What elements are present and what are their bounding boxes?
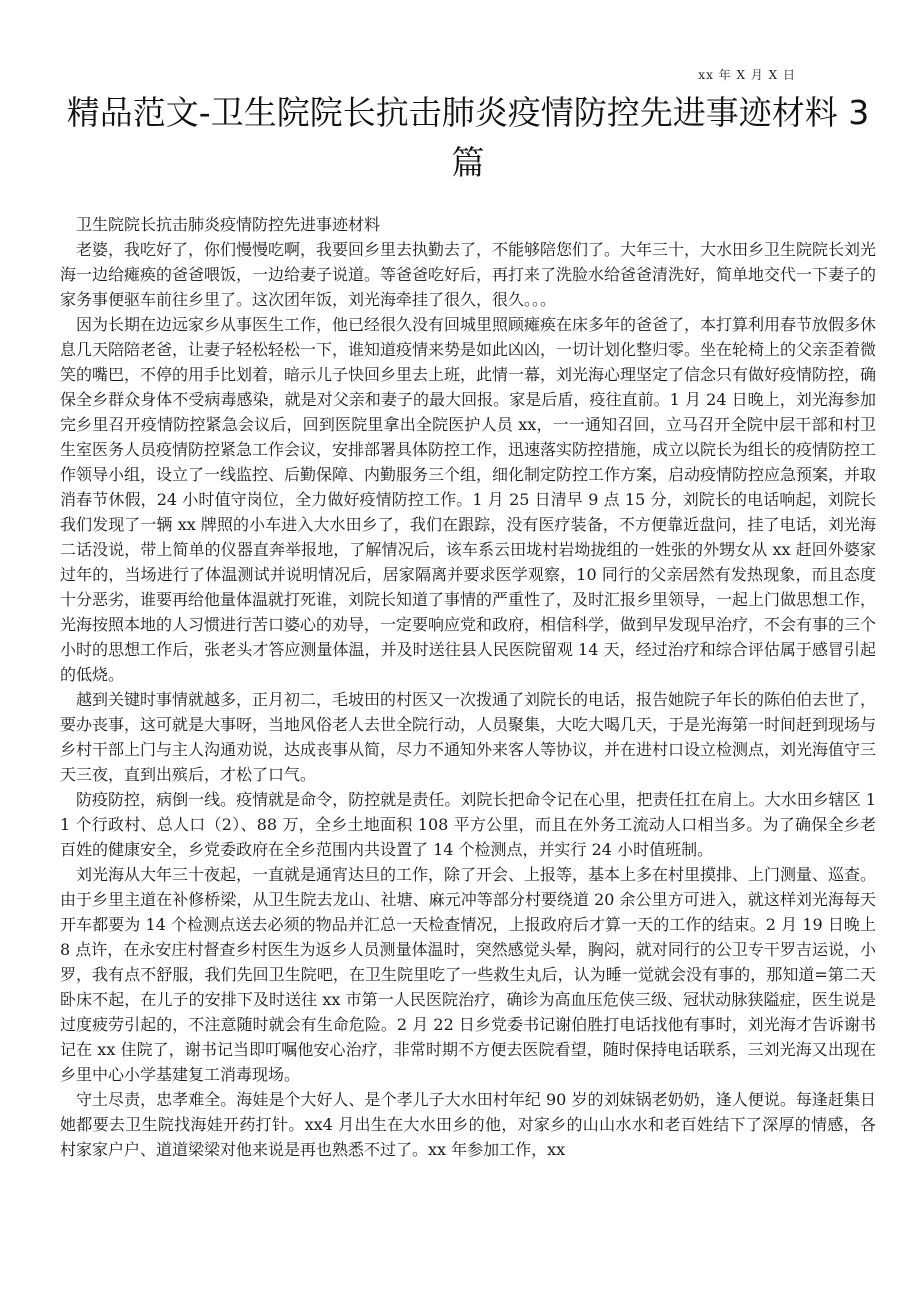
paragraph: 老婆，我吃好了，你们慢慢吃啊，我要回乡里去执勤去了，不能够陪您们了。大年三十，大水田乡卫生院院长刘光海一边给瘫痪的爸爸喂饭，一边给妻子说道。等爸爸吃好后，再打来了洗脸水给爸爸清洗好，简单地交代一下妻子的家务事便驱车前往乡里了。这次团年饭，刘光海牵挂了很久，很久。。。 [60, 240, 877, 309]
document-date: xx 年 X 月 X 日 [698, 68, 796, 82]
document-body [60, 237, 876, 1162]
document-subtitle: 卫生院院长抗击肺炎疫情防控先进事迹材料 [76, 215, 381, 234]
paragraph: 刘光海从大年三十夜起，一直就是通宵达旦的工作，除了开会、上报等，基本上多在村里摸排、上门测量、巡查。由于乡里主道在补修桥梁，从卫生院去龙山、社塘、麻元冲等部分村要绕道 20 余公里方可进入，就这样刘光海每天开车都要为 14 个检测点送去必须的物品并汇总一天检查情况，上报政府后才算一天的工作的结束。2 月 19 日晚上 8 点许，在永安庄村督查乡村医生为返乡人员测量体温时，突然感觉头晕，胸闷，就对同行的公卫专干罗吉运说，小罗，我有点不舒服，我们先回卫生院吧，在卫生院里吃了一些救生丸后，认为睡一觉就会没有事的，那知道=第二天卧床不起，在儿子的安排下及时送往 xx 市第一人民医院治疗，确诊为高血压危侠三级、冠状动脉狭隘症，医生说是过度疲劳引起的，不注意随时就会有生命危险。2 月 22 日乡党委书记谢伯胜打电话找他有事时，刘光海才告诉谢书记在 xx 住院了，谢书记当即叮嘱他安心治疗，非常时期不方便去医院看望，随时保持电话联系，三刘光海又出现在乡里中心小学基建复工消毒现场。 [60, 865, 877, 1084]
document-title: 精品范文-卫生院院长抗击肺炎疫情防控先进事迹材料 3 篇 [66, 93, 870, 182]
paragraph: 守土尽责，忠孝难全。海娃是个大好人、是个孝儿子大水田村年纪 90 岁的刘妹锅老奶奶，逢人便说。每逢赶集日她都要去卫生院找海娃开药打针。xx4 月出生在大水田乡的他，对家乡的山山水水和老百姓结下了深厚的情感，各村家家户户、道道梁梁对他来说是再也熟悉不过了。xx 年参加工作，xx [60, 1090, 876, 1159]
paragraph: 防疫防控，病倒一线。疫情就是命令，防控就是责任。刘院长把命令记在心里，把责任扛在肩上。大水田乡辖区 11 个行政村、总人口（2）、88 万，全乡土地面积 108 平方公里，而且在外务工流动人口相当多。为了确保全乡老百姓的健康安全，乡党委政府在全乡范围内共设置了 14 个检测点，并实行 24 小时值班制。 [60, 790, 876, 859]
paragraph: 因为长期在边远家乡从事医生工作，他已经很久没有回城里照顾瘫痪在床多年的爸爸了，本打算利用春节放假多休息几天陪陪老爸，让妻子轻松轻松一下，谁知道疫情来势是如此凶凶，一切计划化整归零。坐在轮椅上的父亲歪着微笑的嘴巴，不停的用手比划着，暗示儿子快回乡里去上班，此情一幕，刘光海心理坚定了信念只有做好疫情防控，确保全乡群众身体不受病毒感染，就是对父亲和妻子的最大回报。家是后盾，疫往直前。1 月 24 日晚上，刘光海参加完乡里召开疫情防控紧急会议后，回到医院里拿出全院医护人员 xx，一一通知召回，立马召开全院中层干部和村卫生室医务人员疫情防控紧急工作会议，安排部署具体防控工作，迅速落实防控措施，成立以院长为组长的疫情防控工作领导小组，设立了一线监控、后勤保障、内勤服务三个组，细化制定防控工作方案，启动疫情防控应急预案，并取消春节休假，24 小时值守岗位，全力做好疫情防控工作。1 月 25 日清早 9 点 15 分，刘院长的电话响起，刘院长我们发现了一辆 xx 牌照的小车进入大水田乡了，我们在跟踪，没有医疗装备，不方便靠近盘问，挂了电话，刘光海二话没说，带上简单的仪器直奔举报地，了解情况后，该车系云田垅村岩坳拢组的一姓张的外甥女从 xx 赶回外婆家过年的，当场进行了体温测试并说明情况后，居家隔离并要求医学观察，10 同行的父亲居然有发热现象，而且态度十分恶劣，谁要再给他量体温就打死谁，刘院长知道了事情的严重性了，及时汇报乡里领导，一起上门做思想工作，光海按照本地的人习惯进行苦口婆心的劝导，一定要响应党和政府，相信科学，做到早发现早治疗，不会有事的三个小时的思想工作后，张老头才答应测量体温，并及时送往县人民医院留观 14 天，经过治疗和综合评估属于感冒引起的低烧。 [60, 315, 877, 684]
paragraph: 越到关键时事情就越多，正月初二，毛坡田的村医又一次拨通了刘院长的电话，报告她院子年长的陈伯伯去世了，要办丧事，这可就是大事呀，当地风俗老人去世全院行动，人员聚集，大吃大喝几天，于是光海第一时间赶到现场与乡村干部上门与主人沟通劝说，达成丧事从简，尽力不通知外来客人等协议，并在进村口设立检测点，刘光海值守三天三夜，直到出殡后，才松了口气。 [60, 690, 877, 784]
